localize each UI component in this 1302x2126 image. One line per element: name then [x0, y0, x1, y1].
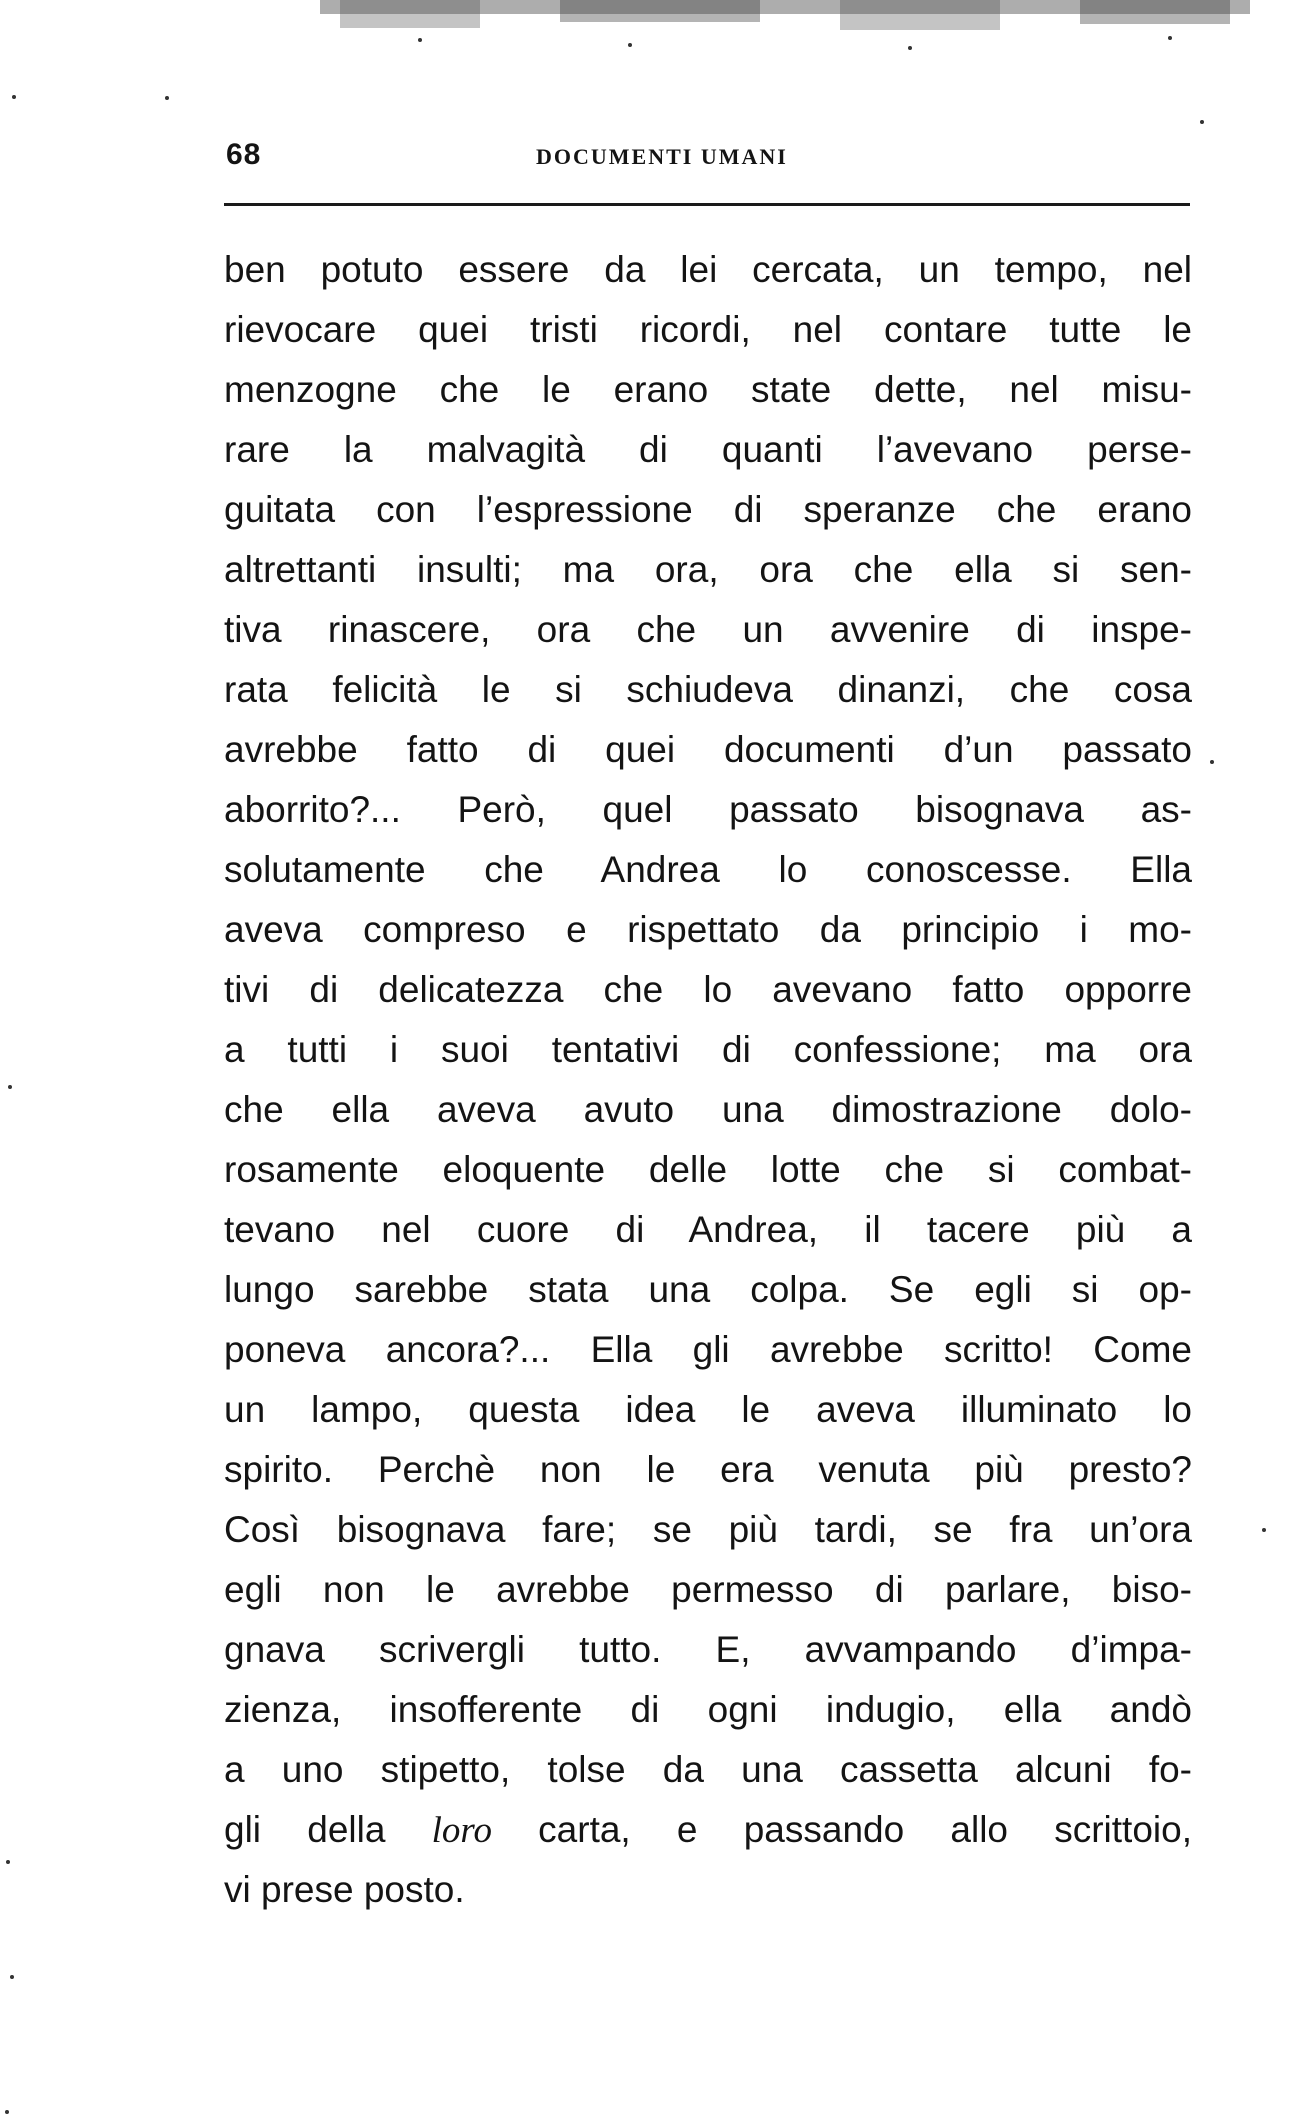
scan-speck — [6, 1860, 10, 1864]
text-line: lungo sarebbe stata una colpa. Se egli si op- — [224, 1269, 1192, 1310]
scan-speck — [5, 2110, 9, 2114]
text-line: tevano nel cuore di Andrea, il tacere più a — [224, 1209, 1192, 1250]
italic-word: loro — [431, 1810, 492, 1851]
page-header — [226, 138, 1192, 178]
text-line-with-italic — [224, 1800, 1192, 1860]
text-segment: gli della — [224, 1809, 432, 1850]
running-title: DOCUMENTI UMANI — [536, 144, 788, 169]
scan-speck — [1210, 760, 1214, 764]
text-line: a uno stipetto, tolse da una cassetta alcuni fo- — [224, 1749, 1192, 1790]
scan-speck — [1200, 120, 1204, 124]
text-line: rata felicità le si schiudeva dinanzi, che cosa — [224, 669, 1192, 710]
text-line: rievocare quei tristi ricordi, nel contare tutte le — [224, 309, 1192, 350]
text-line: rare la malvagità di quanti l’avevano perse- — [224, 429, 1192, 470]
text-line: avrebbe fatto di quei documenti d’un passato — [224, 729, 1192, 770]
body-text — [224, 240, 1192, 1920]
text-line: guitata con l’espressione di speranze che erano — [224, 489, 1192, 530]
text-line: tiva rinascere, ora che un avvenire di inspe- — [224, 609, 1192, 650]
text-line: rosamente eloquente delle lotte che si combat- — [224, 1149, 1192, 1190]
text-line: solutamente che Andrea lo conoscesse. Ella — [224, 849, 1192, 890]
text-segment: carta, e passando allo scrittoio, — [491, 1809, 1192, 1850]
text-line: tivi di delicatezza che lo avevano fatto opporre — [224, 969, 1192, 1010]
page-number: 68 — [226, 138, 262, 171]
text-line: ben potuto essere da lei cercata, un tempo, nel — [224, 249, 1192, 290]
text-line: aborrito?... Però, quel passato bisognava as- — [224, 789, 1192, 830]
text-line: spirito. Perchè non le era venuta più presto? — [224, 1449, 1192, 1490]
text-line: gnava scrivergli tutto. E, avvampando d’impa- — [224, 1629, 1192, 1670]
scan-speck — [12, 95, 16, 99]
text-line: aveva compreso e rispettato da principio i mo- — [224, 909, 1192, 950]
text-line: altrettanti insulti; ma ora, ora che ella si sen- — [224, 549, 1192, 590]
text-line: menzogne che le erano state dette, nel misu- — [224, 369, 1192, 410]
text-line: poneva ancora?... Ella gli avrebbe scritto! Come — [224, 1329, 1192, 1370]
text-line: Così bisognava fare; se più tardi, se fra un’ora — [224, 1509, 1192, 1550]
text-line: un lampo, questa idea le aveva illuminato lo — [224, 1389, 1192, 1430]
final-line: vi prese posto. — [224, 1869, 465, 1910]
scan-speck — [165, 96, 169, 100]
scan-speck — [10, 1975, 14, 1979]
text-line: che ella aveva avuto una dimostrazione dolo- — [224, 1089, 1192, 1130]
text-line: zienza, insofferente di ogni indugio, ella andò — [224, 1689, 1192, 1730]
scan-edge-noise — [300, 0, 1300, 60]
text-line: egli non le avrebbe permesso di parlare, biso- — [224, 1569, 1192, 1610]
scan-speck — [1262, 1528, 1266, 1532]
text-line: a tutti i suoi tentativi di confessione; ma ora — [224, 1029, 1192, 1070]
scan-speck — [8, 1085, 12, 1089]
header-rule — [224, 203, 1190, 206]
